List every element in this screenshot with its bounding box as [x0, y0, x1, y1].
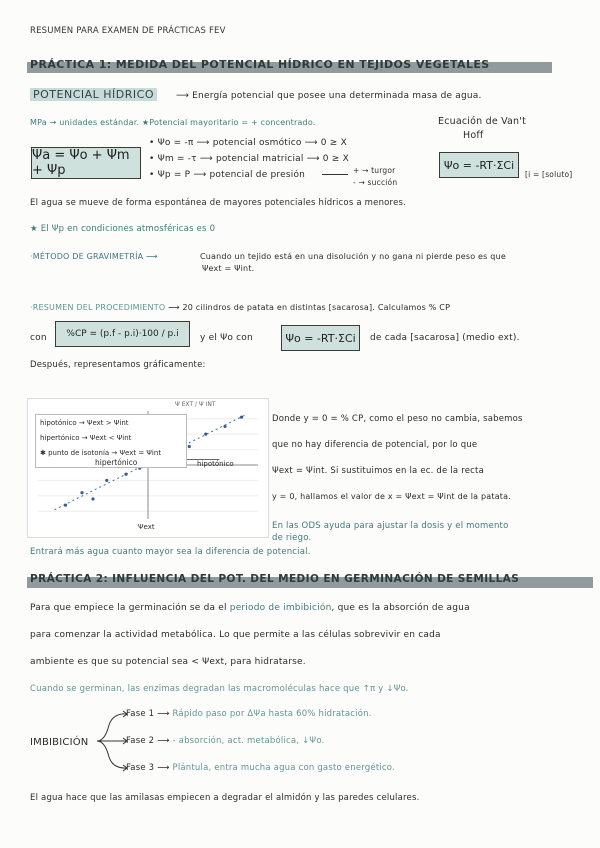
p2-line-1: Para que empiece la germinación se da el periodo de imbibición, que es la absorción de agua — [30, 603, 470, 613]
p2-last-line: El agua hace que las amilasas empiecen a degradar el almidón y las paredes celulares. — [30, 793, 420, 803]
vant-hoff-box: Ψo = -RT·ΣCi — [439, 152, 519, 178]
vant-hoff-note: [i = [soluto] — [525, 170, 573, 179]
psi-p-line: • Ψp = P ⟶ potencial de presión — [149, 170, 306, 180]
potencial-label: POTENCIAL HÍDRICO — [30, 88, 157, 101]
turgor-plus: + → turgor — [353, 166, 396, 175]
gravimetria-label: ·MÉTODO DE GRAVIMETRÍA ⟶ — [30, 252, 158, 261]
vant-hoff-box-2: Ψo = -RT·ΣCi — [281, 325, 360, 351]
fase-2: Fase 2 ⟶ - absorción, act. metabólica, ↓Ψo. — [126, 736, 325, 746]
label-hipertonico: hipertónico — [95, 458, 138, 467]
ods-line-2: de riego. — [272, 533, 312, 543]
con-text: con — [30, 333, 47, 343]
data-point — [64, 504, 67, 507]
imbibicion-label: IMBIBICIÓN — [30, 737, 89, 748]
despues-text: Después, representamos gráficamente: — [30, 360, 206, 370]
procedimiento-line: ·RESUMEN DEL PROCEDIMIENTO ⟶ 20 cilindros de patata en distintas [sacarosa]. Calculamos % CP — [30, 303, 451, 312]
main-equation-box: Ψa = Ψo + Ψm + Ψp — [31, 147, 141, 179]
legend-hipertonico: hipertónico → Ψext < Ψint — [40, 434, 132, 442]
fase-1: Fase 1 ⟶ Rápido paso por ΔΨa hasta 60% hidratación. — [126, 709, 372, 719]
legend-isotonia: ✱ punto de isotonía → Ψext = Ψint — [40, 449, 162, 457]
chart-xlabel: Ψext — [138, 523, 155, 531]
data-point — [188, 445, 191, 448]
psi-m-line: • Ψm = -τ ⟶ potencial matricial ⟶ 0 ≥ X — [149, 154, 349, 164]
vant-hoff-title-1: Ecuación de Van't — [438, 116, 527, 127]
gravimetria-text: Cuando un tejido está en una disolución y no gana ni pierde peso es que — [200, 252, 506, 261]
p2-line-2: para comenzar la actividad metabólica. Lo que permite a las células sobrevivir en cada — [30, 630, 441, 640]
donde-line-2: que no hay diferencia de potencial, por lo que — [272, 440, 478, 450]
vant-hoff-title-2: Hoff — [463, 130, 484, 141]
p2-line-4: Cuando se germinan, las enzimas degradan las macromoléculas hace que ↑π y ↓Ψo. — [30, 684, 409, 694]
cp-equation-box: %CP = (p.f - p.i)·100 / p.i — [55, 321, 190, 347]
chart-title: Ψ EXT / Ψ INT — [175, 401, 216, 408]
data-point — [80, 491, 83, 494]
data-point — [105, 479, 108, 482]
data-point — [124, 473, 127, 476]
data-point — [240, 416, 243, 419]
data-point — [91, 497, 94, 500]
flow-text: El agua se mueve de forma espontánea de mayores potenciales hídricos a menores. — [30, 198, 407, 208]
p2-line-3: ambiente es que su potencial sea < Ψext, para hidratarse. — [30, 657, 306, 667]
arrow-p — [322, 174, 348, 175]
mpa-line: MPa → unidades estándar. ★Potencial mayoritario = + concentrado. — [30, 118, 316, 127]
gravimetria-text-2: Ψext = Ψint. — [202, 264, 255, 273]
psi-o-line: • Ψo = -π ⟶ potencial osmótico ⟶ 0 ≥ X — [149, 138, 347, 148]
note-psi-p: ★ El Ψp en condiciones atmosféricas es 0 — [30, 224, 216, 234]
practica-1-title: PRÁCTICA 1: MEDIDA DEL POTENCIAL HÍDRICO EN TEJIDOS VEGETALES — [30, 58, 490, 71]
legend-hipotonico: hipotónico → Ψext > Ψint — [40, 419, 129, 427]
entrara-text: Entrará más agua cuanto mayor sea la diferencia de potencial. — [30, 547, 311, 557]
donde-line-4: y = 0, hallamos el valor de x = Ψext = Ψint de la patata. — [272, 492, 511, 501]
page-header: RESUMEN PARA EXAMEN DE PRÁCTICAS FEV — [30, 26, 226, 36]
fase-3: Fase 3 ⟶ Plántula, entra mucha agua con gasto energético. — [126, 763, 395, 773]
donde-line-1: Donde y = 0 = % CP, como el peso no cambia, sabemos — [272, 414, 523, 424]
donde-line-3: Ψext = Ψint. Si sustituimos en la ec. de la recta — [272, 466, 484, 476]
data-point — [223, 425, 226, 428]
y-el-text: y el Ψo con — [200, 333, 253, 343]
potencial-def: ⟶ Energía potencial que posee una determinada masa de agua. — [176, 91, 482, 101]
ods-line-1: En las ODS ayuda para ajustar la dosis y el momento — [272, 521, 509, 531]
label-hipotonico: hipotónico — [197, 460, 234, 468]
de-cada-text: de cada [sacarosa] (medio ext). — [370, 333, 520, 343]
data-point — [204, 433, 207, 436]
turgor-minus: - → succión — [353, 178, 398, 187]
practica-2-title: PRÁCTICA 2: INFLUENCIA DEL POT. DEL MEDIO EN GERMINACIÓN DE SEMILLAS — [30, 573, 520, 585]
